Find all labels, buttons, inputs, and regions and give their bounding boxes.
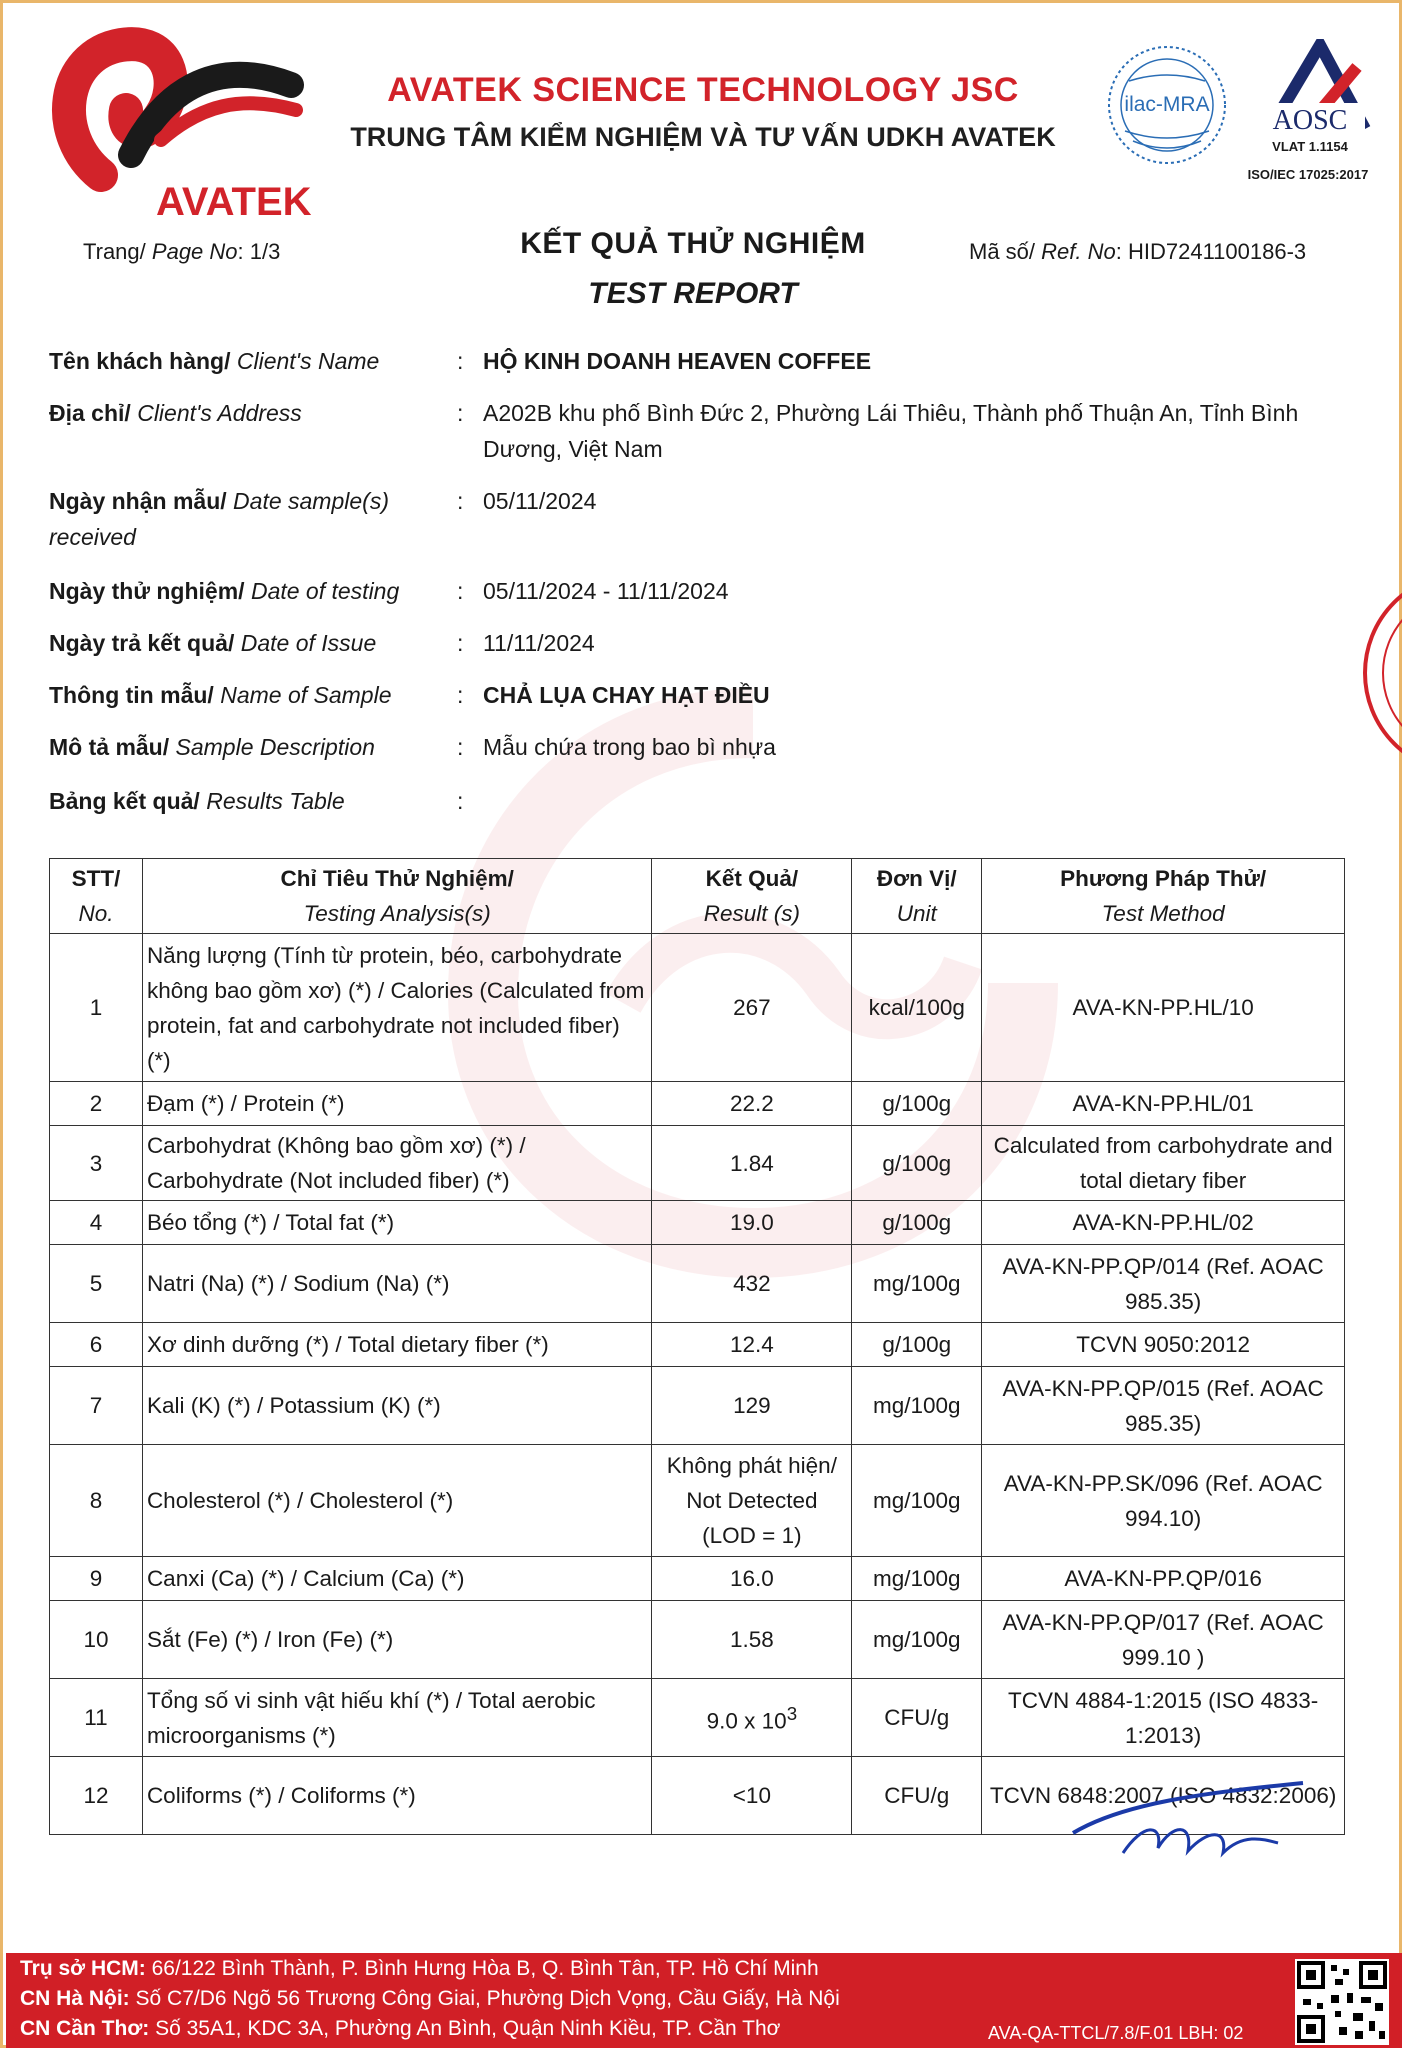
header-no: STT/ No.: [50, 859, 143, 934]
date-issue: 11/11/2024: [483, 630, 595, 656]
company-subtitle: TRUNG TÂM KIỂM NGHIỆM VÀ TƯ VẤN UDKH AVATEK: [350, 122, 1056, 152]
header-result: Kết Quả/ Result (s): [652, 859, 852, 934]
result-scientific: 9.0 x $10^3$: [652, 1679, 852, 1757]
reference-number: Mã số/ Ref. No: HID7241100186-3: [969, 239, 1307, 264]
table-row: 2 Đạm (*) / Protein (*) 22.2 g/100g AVA-KN-PP.HL/01: [50, 1082, 1345, 1126]
client-address: A202B khu phố Bình Đức 2, Phường Lái Thiêu, Thành phố Thuận An, Tỉnh Bình Dương, Việt Nam: [483, 400, 1299, 462]
ilac-mra-badge: [1103, 41, 1231, 169]
table-row: 9 Canxi (Ca) (*) / Calcium (Ca) (*) 16.0 mg/100g AVA-KN-PP.QP/016: [50, 1557, 1345, 1601]
aosc-logo-icon: [1235, 39, 1385, 139]
sample-description: Mẫu chứa trong bao bì nhựa: [483, 734, 776, 760]
title-vn: KẾT QUẢ THỬ NGHIỆM: [520, 227, 866, 260]
qr-code: [1295, 1959, 1389, 2045]
iso-standard: ISO/IEC 17025:2017: [1247, 167, 1369, 182]
table-row: 1 Năng lượng (Tính từ protein, béo, carbohydrate không bao gồm xơ) (*) / Calories (Calculated from protein, fat and carbohydrate not included fiber) (*) 267 kcal/100g AVA-KN-PP.HL/10: [50, 934, 1345, 1082]
client-name: HỘ KINH DOANH HEAVEN COFFEE: [483, 348, 872, 374]
table-row: 4 Béo tổng (*) / Total fat (*) 19.0 g/100g AVA-KN-PP.HL/02: [50, 1201, 1345, 1245]
company-name: AVATEK SCIENCE TECHNOLOGY JSC: [387, 71, 1019, 109]
header-method: Phương Pháp Thử/ Test Method: [982, 859, 1345, 934]
page-number: Trang/ Page No: 1/3: [83, 239, 281, 264]
table-row: 10 Sắt (Fe) (*) / Iron (Fe) (*) 1.58 mg/100g AVA-KN-PP.QP/017 (Ref. AOAC 999.10 ): [50, 1601, 1345, 1679]
table-header-row: [50, 859, 1345, 934]
date-testing: 05/11/2024 - 11/11/2024: [483, 578, 729, 604]
results-table: [49, 858, 1345, 1835]
avatek-logo: [41, 25, 313, 221]
table-row: 5 Natri (Na) (*) / Sodium (Na) (*) 432 mg/100g AVA-KN-PP.QP/014 (Ref. AOAC 985.35): [50, 1245, 1345, 1323]
form-code: AVA-QA-TTCL/7.8/F.01 LBH: 02: [988, 2023, 1244, 2043]
sample-name: CHẢ LỤA CHAY HẠT ĐIỀU: [483, 682, 770, 708]
logo-wordmark: AVATEK: [156, 180, 312, 221]
table-row: 3 Carbohydrat (Không bao gồm xơ) (*) / Carbohydrate (Not included fiber) (*) 1.84 g/100g Calculated from carbohydrate and total dietary fiber: [50, 1126, 1345, 1201]
report-title: [433, 227, 953, 311]
table-row: 12 Coliforms (*) / Coliforms (*) <10 CFU/g TCVN 6848:2007 (ISO 4832:2006): [50, 1757, 1345, 1835]
signature: [1063, 1763, 1323, 1873]
aosc-text: AOSC: [1272, 105, 1348, 136]
table-row: 8 Cholesterol (*) / Cholesterol (*) Không phát hiện/ Not Detected (LOD = 1) mg/100g AVA-KN-PP.SK/096 (Ref. AOAC 994.10): [50, 1445, 1345, 1557]
date-received: 05/11/2024: [483, 488, 597, 514]
table-row: 6 Xơ dinh dưỡng (*) / Total dietary fiber (*) 12.4 g/100g TCVN 9050:2012: [50, 1323, 1345, 1367]
footer-hanoi: CN Hà Nội: Số C7/D6 Ngõ 56 Trương Công Giai, Phường Dịch Vọng, Cầu Giấy, Hà Nội: [20, 1987, 840, 2010]
ilac-text: ilac-MRA: [1124, 93, 1210, 116]
footer-hcm: Trụ sở HCM: 66/122 Bình Thành, P. Bình Hưng Hòa B, Q. Bình Tân, TP. Hồ Chí Minh: [20, 1957, 819, 1980]
test-report-page: AVATEK AVATEK SCIENCE TECHNOLOGY JSC TRUNG TÂM KIỂM NGHIỆM VÀ TƯ VẤN UDKH AVATEK ilac-MRA AOSC VLAT 1.1154 ISO/IEC 17025:2017 Trang/ Page No: 1/3 KẾT QUẢ THỬ NGHIỆM TEST REPORT Mã số/ Ref. No: HID7241100186-3 Tên khách hàng/ Client's Name : HỘ KINH DOANH HEAVEN COFFEE Địa chỉ/ Client's Address : A202B khu phố Bình Đức 2, Phường Lái Thiêu, Thành phố Thuận An, Tỉnh Bình Dương, Việt Nam Ngày nhận mẫu/ Date sample(s) received : 05/11/2024 Ngày thử nghiệm/ Date of testing : 05/11/2024 - 11/11/2024 Ngày trả kết quả/ Date of Issue : 11/11/2024 Thông tin mẫu/ Name of Sample : CHẢ LỤA CHAY HẠT ĐIỀU Mô tả mẫu/ Sample Description : Mẫu chứa trong bao bì nhựa Bảng kết quả/ Results Table : STT/ No. Chỉ Tiêu Thử Nghiệm/ Testing Analysis(s) Kết Quả/ Result (s) Đơn Vị/ Unit Phương Pháp Thử/ Test Method 1 Năng lượng (Tính từ protein, béo, carbohydrate không bao gồm xơ) (*) / Calories (Calculated from protein, fat and carbohydrate not included fiber) (*) 267 kcal/100g AVA-KN-PP.HL/10 2 Đạm (*) / Protein (*) 22.2 g/100g AVA-KN-PP.HL/01 3 Carbohydrat (Không bao gồm xơ) (*) / Carbohydrate (Not included fiber) (*) 1.84 g/100g Calculated from carbohydrate and total dietary fiber 4 Béo tổng (*) / Total fat (*) 19.0 g/100g AVA-KN-PP.HL/02 5 Natri (Na) (*) / Sodium (Na) (*) 432 mg/100g AVA-KN-PP.QP/014 (Ref. AOAC 985.35) 6 Xơ dinh dưỡng (*) / Total dietary fiber (*) 12.4 g/100g TCVN 9050:2012 7 Kali (K) (*) / Potassium (K) (*) 129 mg/100g AVA-KN-PP.QP/015 (Ref. AOAC 985.35) 8 Cholesterol (*) / Cholesterol (*) Không phát hiện/ Not Detected (LOD = 1) mg/100g AVA-KN-PP.SK/096 (Ref. AOAC 994.10) 9 Canxi (Ca) (*) / Calcium (Ca) (*) 16.0 mg/100g AVA-KN-PP.QP/016 10 Sắt (Fe) (*) / Iron (Fe) (*) 1.58 mg/100g AVA-KN-PP.QP/017 (Ref. AOAC 999.10 ) 11 Tổng số vi sinh vật hiếu khí (*) / Total aerobic microorganisms (*) 9.0 x $10^3$ CFU/g TCVN 4884-1:2015 (ISO 4833-1:2013) 12 Coliforms (*) / Coliforms (*) <10 CFU/g TCVN 6848:2007 (ISO 4832:2006) Trụ sở HCM: 66/122 Bình Thành, P. Bình Hưng Hòa B, Q. Bình Tân, TP. Hồ Chí Minh CN Hà Nội: Số C7/D6 Ngõ 56 Trương Công Giai, Phường Dịch Vọng, Cầu Giấy, Hà Nội CN Cần Thơ: Số 35A1, KDC 3A, Phường An Bình, Quận Ninh Kiều, TP. Cần Thơ AVA-QA-TTCL/7.8/F.01 LBH: 02: [0, 0, 1402, 2048]
header-unit: Đơn Vị/ Unit: [852, 859, 982, 934]
aosc-badge: [1235, 39, 1385, 189]
title-en: TEST REPORT: [588, 277, 798, 310]
stamp-seal: [1355, 563, 1402, 783]
footer-cantho: CN Cần Thơ: Số 35A1, KDC 3A, Phường An Bình, Quận Ninh Kiều, TP. Cần Thơ: [20, 2017, 781, 2040]
header-analysis: Chỉ Tiêu Thử Nghiệm/ Testing Analysis(s): [142, 859, 652, 934]
table-row: 7 Kali (K) (*) / Potassium (K) (*) 129 mg/100g AVA-KN-PP.QP/015 (Ref. AOAC 985.35): [50, 1367, 1345, 1445]
table-row: 11 Tổng số vi sinh vật hiếu khí (*) / Total aerobic microorganisms (*) 9.0 x $10^3$ CFU/g TCVN 4884-1:2015 (ISO 4833-1:2013): [50, 1679, 1345, 1757]
vlat-code: VLAT 1.1154: [1272, 139, 1348, 154]
footer: [6, 1953, 1402, 2048]
